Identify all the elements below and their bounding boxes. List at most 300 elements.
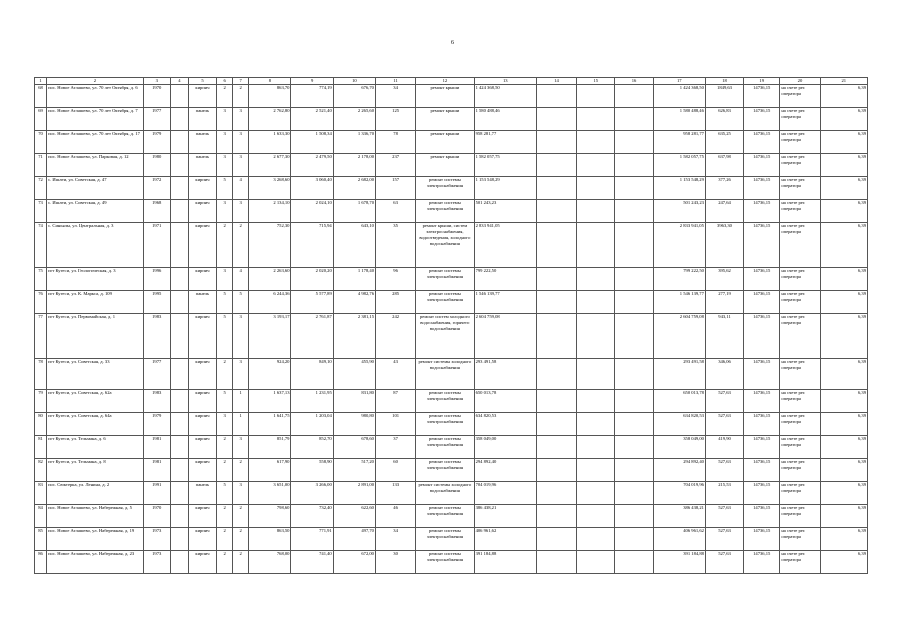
total-area-cell: 863,70 [249,85,291,108]
residents-cell: 43 [375,359,415,390]
living-area-cell: 2 178,00 [333,154,375,177]
table-row [35,528,868,551]
specific-cost-cell: 635,25 [705,131,743,154]
entrances-cell: 2 [233,459,249,482]
empty-cell [615,459,653,482]
empty-cell [170,436,188,459]
table-row [35,390,868,413]
empty-cell [536,200,576,223]
residents-cell: 30 [375,551,415,574]
column-number-cell: 1 [35,78,47,85]
empty-cell [536,505,576,528]
year-cell: 1977 [143,108,170,131]
empty-cell [577,85,615,108]
cost-cell: 391 184,88 [474,551,536,574]
specific-cost-cell: 3963,30 [705,223,743,268]
material-cell: кирпич [188,200,216,223]
table-row [35,291,868,314]
total-area-cell: 2 134,10 [249,200,291,223]
address-cell: с. Синьялы, ул. Центральная, д. 3 [47,223,144,268]
work-type-cell: ремонт крыши [416,85,474,108]
cost-cell: 1 582 057,75 [474,154,536,177]
empty-cell [536,85,576,108]
column-number-cell: 13 [474,78,536,85]
floors-cell: 5 [217,177,233,200]
floors-cell: 3 [217,108,233,131]
material-cell: панель [188,482,216,505]
empty-cell [536,528,576,551]
material-cell: кирпич [188,268,216,291]
rate-cell: 6,39 [820,505,867,528]
living-area-cell: 2 265,60 [333,108,375,131]
cost-cell: 650 013,78 [474,390,536,413]
total-cost-cell: 799 222,50 [653,268,705,291]
work-type-cell: ремонт системы электроснабжения [416,291,474,314]
address-cell: пос. Новое Атлашево, ул. Парковая, д. 12 [47,154,144,177]
empty-cell [615,131,653,154]
table-row [35,436,868,459]
column-number-cell: 4 [170,78,188,85]
empty-cell [615,436,653,459]
row-number-cell: 71 [35,154,47,177]
cost-cell: 799 222,50 [474,268,536,291]
rate-cell: 6,39 [820,108,867,131]
specific-cost-cell: 527,63 [705,505,743,528]
address-cell: с. Ишлеи, ул. Советская, д. 49 [47,200,144,223]
address-cell: пос. Сюктерка, ул. Ленина, д. 2 [47,482,144,505]
floors-cell: 3 [217,154,233,177]
residents-cell: 125 [375,108,415,131]
funding-method-cell: на счете рег. оператора [780,200,820,223]
premises-area-cell: 3 266,00 [291,482,333,505]
limit-cost-cell: 14736,15 [744,131,780,154]
row-number-cell: 73 [35,200,47,223]
work-type-cell: ремонт систем холодного водоснабжения, горячего водоснабжения [416,314,474,359]
empty-cell [536,551,576,574]
empty-cell [536,314,576,359]
premises-area-cell: 774,19 [291,85,333,108]
work-type-cell: ремонт системы электроснабжения [416,268,474,291]
column-number-cell: 21 [820,78,867,85]
funding-method-cell: на счете рег. оператора [780,505,820,528]
premises-area-cell: 732,40 [291,505,333,528]
empty-cell [536,291,576,314]
material-cell: кирпич [188,459,216,482]
empty-cell [577,200,615,223]
material-cell: кирпич [188,413,216,436]
empty-cell [170,551,188,574]
material-cell: панель [188,154,216,177]
empty-cell [170,177,188,200]
year-cell: 1983 [143,314,170,359]
entrances-cell: 2 [233,551,249,574]
total-area-cell: 3 651,00 [249,482,291,505]
premises-area-cell: 852,70 [291,436,333,459]
empty-cell [536,413,576,436]
cost-cell: 2 833 941,05 [474,223,536,268]
year-cell: 1970 [143,505,170,528]
floors-cell: 2 [217,528,233,551]
premises-area-cell: 741,40 [291,551,333,574]
total-cost-cell: 704 019,96 [653,482,705,505]
floors-cell: 2 [217,436,233,459]
cost-cell: 386 438,21 [474,505,536,528]
floors-cell: 3 [217,131,233,154]
work-type-cell: ремонт системы электроснабжения [416,459,474,482]
living-area-cell: 622,60 [333,505,375,528]
entrances-cell: 3 [233,200,249,223]
page-number: 6 [451,40,454,46]
entrances-cell: 1 [233,390,249,413]
living-area-cell: 676,70 [333,85,375,108]
column-number-cell: 15 [577,78,615,85]
floors-cell: 2 [217,359,233,390]
repair-program-table [34,77,868,574]
material-cell: кирпич [188,551,216,574]
rate-cell: 6,39 [820,390,867,413]
specific-cost-cell: 527,63 [705,551,743,574]
table-row [35,131,868,154]
year-cell: 1995 [143,291,170,314]
material-cell: панель [188,291,216,314]
funding-method-cell: на счете рег. оператора [780,314,820,359]
empty-cell [536,154,576,177]
table-row [35,459,868,482]
cost-cell: 501 243,23 [474,200,536,223]
entrances-cell: 3 [233,314,249,359]
empty-cell [615,268,653,291]
premises-area-cell: 1 508,34 [291,131,333,154]
row-number-cell: 86 [35,551,47,574]
empty-cell [536,108,576,131]
total-area-cell: 6 244,36 [249,291,291,314]
funding-method-cell: на счете рег. оператора [780,359,820,390]
specific-cost-cell: 626,83 [705,108,743,131]
funding-method-cell: на счете рег. оператора [780,482,820,505]
living-area-cell: 672,00 [333,551,375,574]
cost-cell: 2 604 759,08 [474,314,536,359]
funding-method-cell: на счете рег. оператора [780,390,820,413]
year-cell: 1973 [143,551,170,574]
row-number-cell: 78 [35,359,47,390]
total-cost-cell: 1 424 368,50 [653,85,705,108]
empty-cell [170,314,188,359]
specific-cost-cell: 215,53 [705,482,743,505]
column-number-cell: 8 [249,78,291,85]
funding-method-cell: на счете рег. оператора [780,154,820,177]
residents-cell: 34 [375,85,415,108]
living-area-cell: 2 682,00 [333,177,375,200]
material-cell: кирпич [188,505,216,528]
total-cost-cell: 1 546 139,77 [653,291,705,314]
total-cost-cell: 1 153 548,29 [653,177,705,200]
residents-cell: 37 [375,436,415,459]
address-cell: с. Ишлеи, ул. Советская, д. 47 [47,177,144,200]
empty-cell [577,359,615,390]
table-row [35,177,868,200]
empty-cell [170,291,188,314]
work-type-cell: ремонт крыши [416,154,474,177]
material-cell: кирпич [188,314,216,359]
work-type-cell: ремонт системы электроснабжения [416,200,474,223]
limit-cost-cell: 14736,15 [744,528,780,551]
work-type-cell: ремонт системы электроснабжения [416,505,474,528]
column-number-cell: 17 [653,78,705,85]
work-type-cell: ремонт крыши [416,131,474,154]
funding-method-cell: на счете рег. оператора [780,131,820,154]
address-cell: пгт Кугеси, ул. Первомайская, д. 1 [47,314,144,359]
work-type-cell: ремонт системы электроснабжения [416,177,474,200]
column-number-cell: 7 [233,78,249,85]
empty-cell [536,223,576,268]
address-cell: пгт Кугеси, ул. Тельмана, д. 6 [47,436,144,459]
residents-cell: 285 [375,291,415,314]
empty-cell [170,223,188,268]
total-area-cell: 1 641,75 [249,413,291,436]
empty-cell [170,505,188,528]
funding-method-cell: на счете рег. оператора [780,85,820,108]
floors-cell: 2 [217,223,233,268]
premises-area-cell: 2 521,40 [291,108,333,131]
total-area-cell: 1 637,13 [249,390,291,413]
row-number-cell: 81 [35,436,47,459]
floors-cell: 5 [217,390,233,413]
year-cell: 1980 [143,154,170,177]
floors-cell: 2 [217,551,233,574]
limit-cost-cell: 14736,15 [744,177,780,200]
specific-cost-cell: 277,19 [705,291,743,314]
residents-cell: 101 [375,413,415,436]
entrances-cell: 3 [233,154,249,177]
cost-cell: 958 281,77 [474,131,536,154]
floors-cell: 3 [217,413,233,436]
table-row [35,154,868,177]
floors-cell: 2 [217,459,233,482]
rate-cell: 6,39 [820,291,867,314]
total-area-cell: 617,90 [249,459,291,482]
empty-cell [615,482,653,505]
entrances-cell: 1 [233,413,249,436]
limit-cost-cell: 14736,15 [744,268,780,291]
entrances-cell: 5 [233,291,249,314]
empty-cell [577,223,615,268]
rate-cell: 6,39 [820,177,867,200]
empty-cell [615,314,653,359]
specific-cost-cell: 377,26 [705,177,743,200]
work-type-cell: ремонт крыши [416,108,474,131]
table-row [35,551,868,574]
work-type-cell: ремонт системы холодного водоснабжения [416,482,474,505]
column-number-cell: 16 [615,78,653,85]
entrances-cell: 2 [233,528,249,551]
funding-method-cell: на счете рег. оператора [780,268,820,291]
year-cell: 1972 [143,177,170,200]
living-area-cell: 2 891,00 [333,482,375,505]
material-cell: кирпич [188,390,216,413]
specific-cost-cell: 1849,63 [705,85,743,108]
table-row [35,108,868,131]
funding-method-cell: на счете рег. оператора [780,551,820,574]
empty-cell [170,528,188,551]
entrances-cell: 3 [233,359,249,390]
year-cell: 1979 [143,413,170,436]
material-cell: кирпич [188,85,216,108]
address-cell: пос. Новое Атлашево, ул. 70 лет Октября, д. 6 [47,85,144,108]
total-area-cell: 1 633,30 [249,131,291,154]
rate-cell: 6,39 [820,131,867,154]
empty-cell [170,359,188,390]
address-cell: пос. Новое Атлашево, ул. Набережная, д. 23 [47,551,144,574]
row-number-cell: 80 [35,413,47,436]
table-row [35,413,868,436]
limit-cost-cell: 14736,15 [744,314,780,359]
limit-cost-cell: 14736,15 [744,482,780,505]
entrances-cell: 2 [233,505,249,528]
table-row [35,314,868,359]
limit-cost-cell: 14736,15 [744,200,780,223]
work-type-cell: ремонт системы электроснабжения [416,413,474,436]
total-cost-cell: 650 013,78 [653,390,705,413]
empty-cell [577,551,615,574]
floors-cell: 5 [217,314,233,359]
column-number-cell: 6 [217,78,233,85]
year-cell: 1973 [143,528,170,551]
empty-cell [615,390,653,413]
rate-cell: 6,39 [820,85,867,108]
total-area-cell: 851,79 [249,436,291,459]
empty-cell [577,268,615,291]
empty-cell [536,436,576,459]
total-cost-cell: 1 580 488,46 [653,108,705,131]
row-number-cell: 82 [35,459,47,482]
rate-cell: 6,39 [820,551,867,574]
column-number-cell: 3 [143,78,170,85]
row-number-cell: 79 [35,390,47,413]
empty-cell [577,131,615,154]
residents-cell: 157 [375,177,415,200]
empty-cell [170,482,188,505]
material-cell: кирпич [188,436,216,459]
premises-area-cell: 3 060,40 [291,177,333,200]
premises-area-cell: 2 761,87 [291,314,333,359]
living-area-cell: 4 982,76 [333,291,375,314]
empty-cell [615,177,653,200]
empty-cell [536,482,576,505]
total-area-cell: 768,00 [249,551,291,574]
year-cell: 1977 [143,359,170,390]
living-area-cell: 831,80 [333,390,375,413]
column-number-cell: 5 [188,78,216,85]
empty-cell [170,459,188,482]
total-cost-cell: 391 184,88 [653,551,705,574]
specific-cost-cell: 395,62 [705,268,743,291]
material-cell: кирпич [188,359,216,390]
rate-cell: 6,39 [820,154,867,177]
rate-cell: 6,39 [820,359,867,390]
address-cell: пгт Кугеси, ул. Советская, д. 64а [47,413,144,436]
address-cell: пос. Новое Атлашево, ул. 70 лет Октября, д. 7 [47,108,144,131]
living-area-cell: 517,20 [333,459,375,482]
year-cell: 1981 [143,459,170,482]
address-cell: пгт Кугеси, ул. Тельмана, д. 8 [47,459,144,482]
row-number-cell: 75 [35,268,47,291]
entrances-cell: 3 [233,131,249,154]
empty-cell [577,390,615,413]
column-number-row [35,78,868,85]
empty-cell [577,314,615,359]
rate-cell: 6,39 [820,413,867,436]
residents-cell: 133 [375,482,415,505]
funding-method-cell: на счете рег. оператора [780,459,820,482]
limit-cost-cell: 14736,15 [744,223,780,268]
total-cost-cell: 294 892,40 [653,459,705,482]
premises-area-cell: 2 479,50 [291,154,333,177]
residents-cell: 242 [375,314,415,359]
total-area-cell: 863,50 [249,528,291,551]
row-number-cell: 70 [35,131,47,154]
premises-area-cell: 1 231,95 [291,390,333,413]
table-row [35,200,868,223]
premises-area-cell: 558,90 [291,459,333,482]
cost-cell: 1 424 368,50 [474,85,536,108]
empty-cell [577,154,615,177]
year-cell: 1991 [143,482,170,505]
row-number-cell: 76 [35,291,47,314]
work-type-cell: ремонт системы электроснабжения [416,528,474,551]
empty-cell [577,291,615,314]
total-area-cell: 3 193,17 [249,314,291,359]
limit-cost-cell: 14736,15 [744,390,780,413]
funding-method-cell: на счете рег. оператора [780,223,820,268]
work-type-cell: ремонт системы холодного водоснабжения [416,359,474,390]
living-area-cell: 643,10 [333,223,375,268]
living-area-cell: 980,80 [333,413,375,436]
total-area-cell: 798,60 [249,505,291,528]
empty-cell [577,528,615,551]
specific-cost-cell: 419,90 [705,436,743,459]
total-area-cell: 752,30 [249,223,291,268]
premises-area-cell: 2 024,10 [291,200,333,223]
table-row [35,505,868,528]
empty-cell [536,359,576,390]
limit-cost-cell: 14736,15 [744,359,780,390]
entrances-cell: 2 [233,85,249,108]
limit-cost-cell: 14736,15 [744,436,780,459]
limit-cost-cell: 14736,15 [744,85,780,108]
column-number-cell: 14 [536,78,576,85]
empty-cell [536,268,576,291]
premises-area-cell: 5 577,89 [291,291,333,314]
year-cell: 1971 [143,223,170,268]
table-row [35,359,868,390]
rate-cell: 6,39 [820,314,867,359]
empty-cell [615,551,653,574]
rate-cell: 6,39 [820,200,867,223]
empty-cell [577,413,615,436]
material-cell: панель [188,131,216,154]
empty-cell [170,154,188,177]
table-row [35,223,868,268]
specific-cost-cell: 527,63 [705,413,743,436]
total-cost-cell: 958 281,77 [653,131,705,154]
specific-cost-cell: 637,98 [705,154,743,177]
rate-cell: 6,39 [820,268,867,291]
empty-cell [615,291,653,314]
specific-cost-cell: 247,64 [705,200,743,223]
specific-cost-cell: 527,63 [705,390,743,413]
table-row [35,85,868,108]
cost-cell: 406 961,62 [474,528,536,551]
